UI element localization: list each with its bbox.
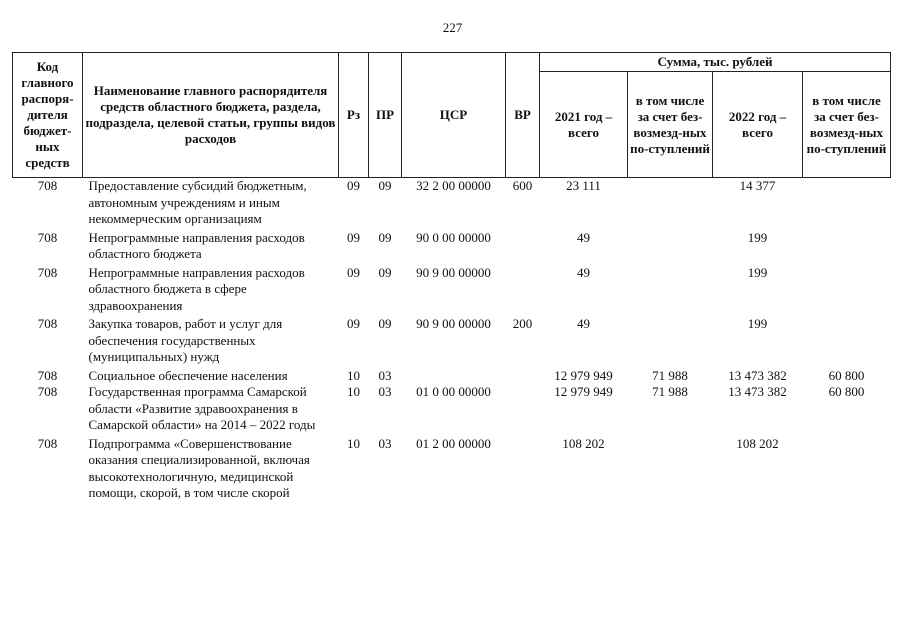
budget-table: [12, 52, 891, 502]
cell-2022-total: 199: [747, 316, 768, 331]
cell-pr: 03: [378, 367, 392, 383]
cell-name: Непрограммные направления расходов областного бюджета в сфере здравоохранения: [88, 264, 305, 313]
cell-2021-total: 49: [577, 229, 590, 245]
header-vr: ВР: [506, 53, 540, 178]
cell-2021-total: 49: [577, 316, 590, 331]
cell-2022-free: [803, 265, 891, 317]
cell-code: 708: [37, 367, 58, 383]
cell-rz: 10: [347, 367, 360, 383]
cell-csr: 01 0 00 00000: [416, 384, 491, 399]
cell-pr: 03: [378, 435, 392, 451]
cell-code: 708: [37, 229, 58, 245]
cell-2022-free: 60 800: [828, 384, 865, 399]
cell-2021-free: [628, 436, 713, 502]
cell-2021-free: [628, 265, 713, 317]
cell-2022-free: [803, 230, 891, 265]
table-row: [13, 384, 891, 436]
cell-code: 708: [37, 178, 58, 193]
cell-pr: 09: [378, 264, 392, 280]
cell-code: 708: [37, 316, 58, 331]
cell-2022-total: 199: [747, 229, 768, 245]
table-row: [13, 316, 891, 368]
cell-2022-total: 13 473 382: [728, 367, 787, 383]
cell-pr: 03: [378, 384, 392, 399]
cell-name: Закупка товаров, работ и услуг для обеспечения государственных (муниципальных) нужд: [88, 316, 283, 364]
cell-2021-free: 71 988: [652, 384, 688, 399]
cell-pr: 09: [378, 229, 392, 245]
header-2021-total: 2021 год – всего: [540, 72, 628, 178]
cell-rz: 09: [347, 316, 360, 331]
header-2021-free: в том числе за счет без-возмезд-ных по-ступлений: [628, 72, 713, 178]
cell-2021-free: [628, 178, 713, 230]
cell-code: 708: [37, 384, 58, 399]
cell-vr: 200: [512, 316, 533, 331]
cell-pr: 09: [378, 178, 392, 193]
header-sum-group: Сумма, тыс. рублей: [540, 53, 891, 72]
cell-2021-free: 71 988: [652, 367, 688, 383]
cell-csr: 90 0 00 00000: [416, 229, 491, 245]
cell-csr: [402, 368, 506, 385]
cell-vr: [506, 384, 540, 436]
cell-rz: 09: [347, 229, 360, 245]
cell-vr: [506, 230, 540, 265]
table-row: [13, 178, 891, 230]
table-row: [13, 436, 891, 502]
cell-vr: [506, 265, 540, 317]
cell-2021-free: [628, 316, 713, 368]
header-name: Наименование главного распорядителя средств областного бюджета, раздела, подраздела, целевой статьи, группы видов расходов: [83, 53, 339, 178]
cell-2021-total: 108 202: [562, 435, 605, 451]
cell-2022-free: [803, 316, 891, 368]
cell-2021-total: 12 979 949: [554, 367, 613, 383]
cell-csr: 90 9 00 00000: [416, 316, 491, 331]
cell-code: 708: [37, 264, 58, 280]
header-code: Код главного распоря-дителя бюджет-ных средств: [13, 53, 83, 178]
header-csr: ЦСР: [402, 53, 506, 178]
cell-2022-total: 13 473 382: [728, 384, 787, 399]
cell-name: Социальное обеспечение населения: [88, 367, 288, 383]
cell-name: Непрограммные направления расходов областного бюджета: [88, 229, 305, 261]
cell-2021-total: 23 111: [566, 178, 601, 193]
header-rz: Рз: [339, 53, 369, 178]
header-pr: ПР: [369, 53, 402, 178]
table-row: [13, 230, 891, 265]
cell-code: 708: [37, 435, 58, 451]
cell-2022-free: 60 800: [828, 367, 865, 383]
cell-2022-free: [803, 178, 891, 230]
cell-2022-free: [803, 436, 891, 502]
cell-csr: 90 9 00 00000: [416, 264, 491, 280]
table-row: [13, 368, 891, 385]
cell-2022-total: 108 202: [736, 435, 779, 451]
cell-2022-total: 199: [747, 264, 768, 280]
cell-csr: 01 2 00 00000: [416, 435, 491, 451]
cell-2021-free: [628, 230, 713, 265]
cell-vr: [506, 368, 540, 385]
cell-rz: 10: [347, 384, 360, 399]
header-2022-total: 2022 год – всего: [713, 72, 803, 178]
cell-name: Предоставление субсидий бюджетным, автономным учреждениям и иным некоммерческим организациям: [88, 178, 307, 226]
cell-pr: 09: [378, 316, 392, 331]
cell-2021-total: 12 979 949: [554, 384, 613, 399]
cell-rz: 10: [347, 435, 360, 451]
cell-2021-total: 49: [577, 264, 590, 280]
cell-name: Подпрограмма «Совершенствование оказания специализированной, включая высокотехнологичную, медицинской помощи, скорой, в том числе скорой: [88, 435, 310, 500]
page-number: 227: [442, 20, 463, 35]
table-row: [13, 265, 891, 317]
header-2022-free: в том числе за счет без-возмезд-ных по-ступлений: [803, 72, 891, 178]
table-header: [13, 53, 891, 178]
cell-2022-total: 14 377: [739, 178, 776, 193]
cell-rz: 09: [347, 264, 360, 280]
cell-vr: [506, 436, 540, 502]
table-body: [13, 178, 891, 502]
cell-csr: 32 2 00 00000: [416, 178, 491, 193]
cell-name: Государственная программа Самарской области «Развитие здравоохранения в Самарской области» на 2014 – 2022 годы: [88, 384, 316, 432]
cell-vr: 600: [512, 178, 533, 193]
cell-rz: 09: [347, 178, 360, 193]
